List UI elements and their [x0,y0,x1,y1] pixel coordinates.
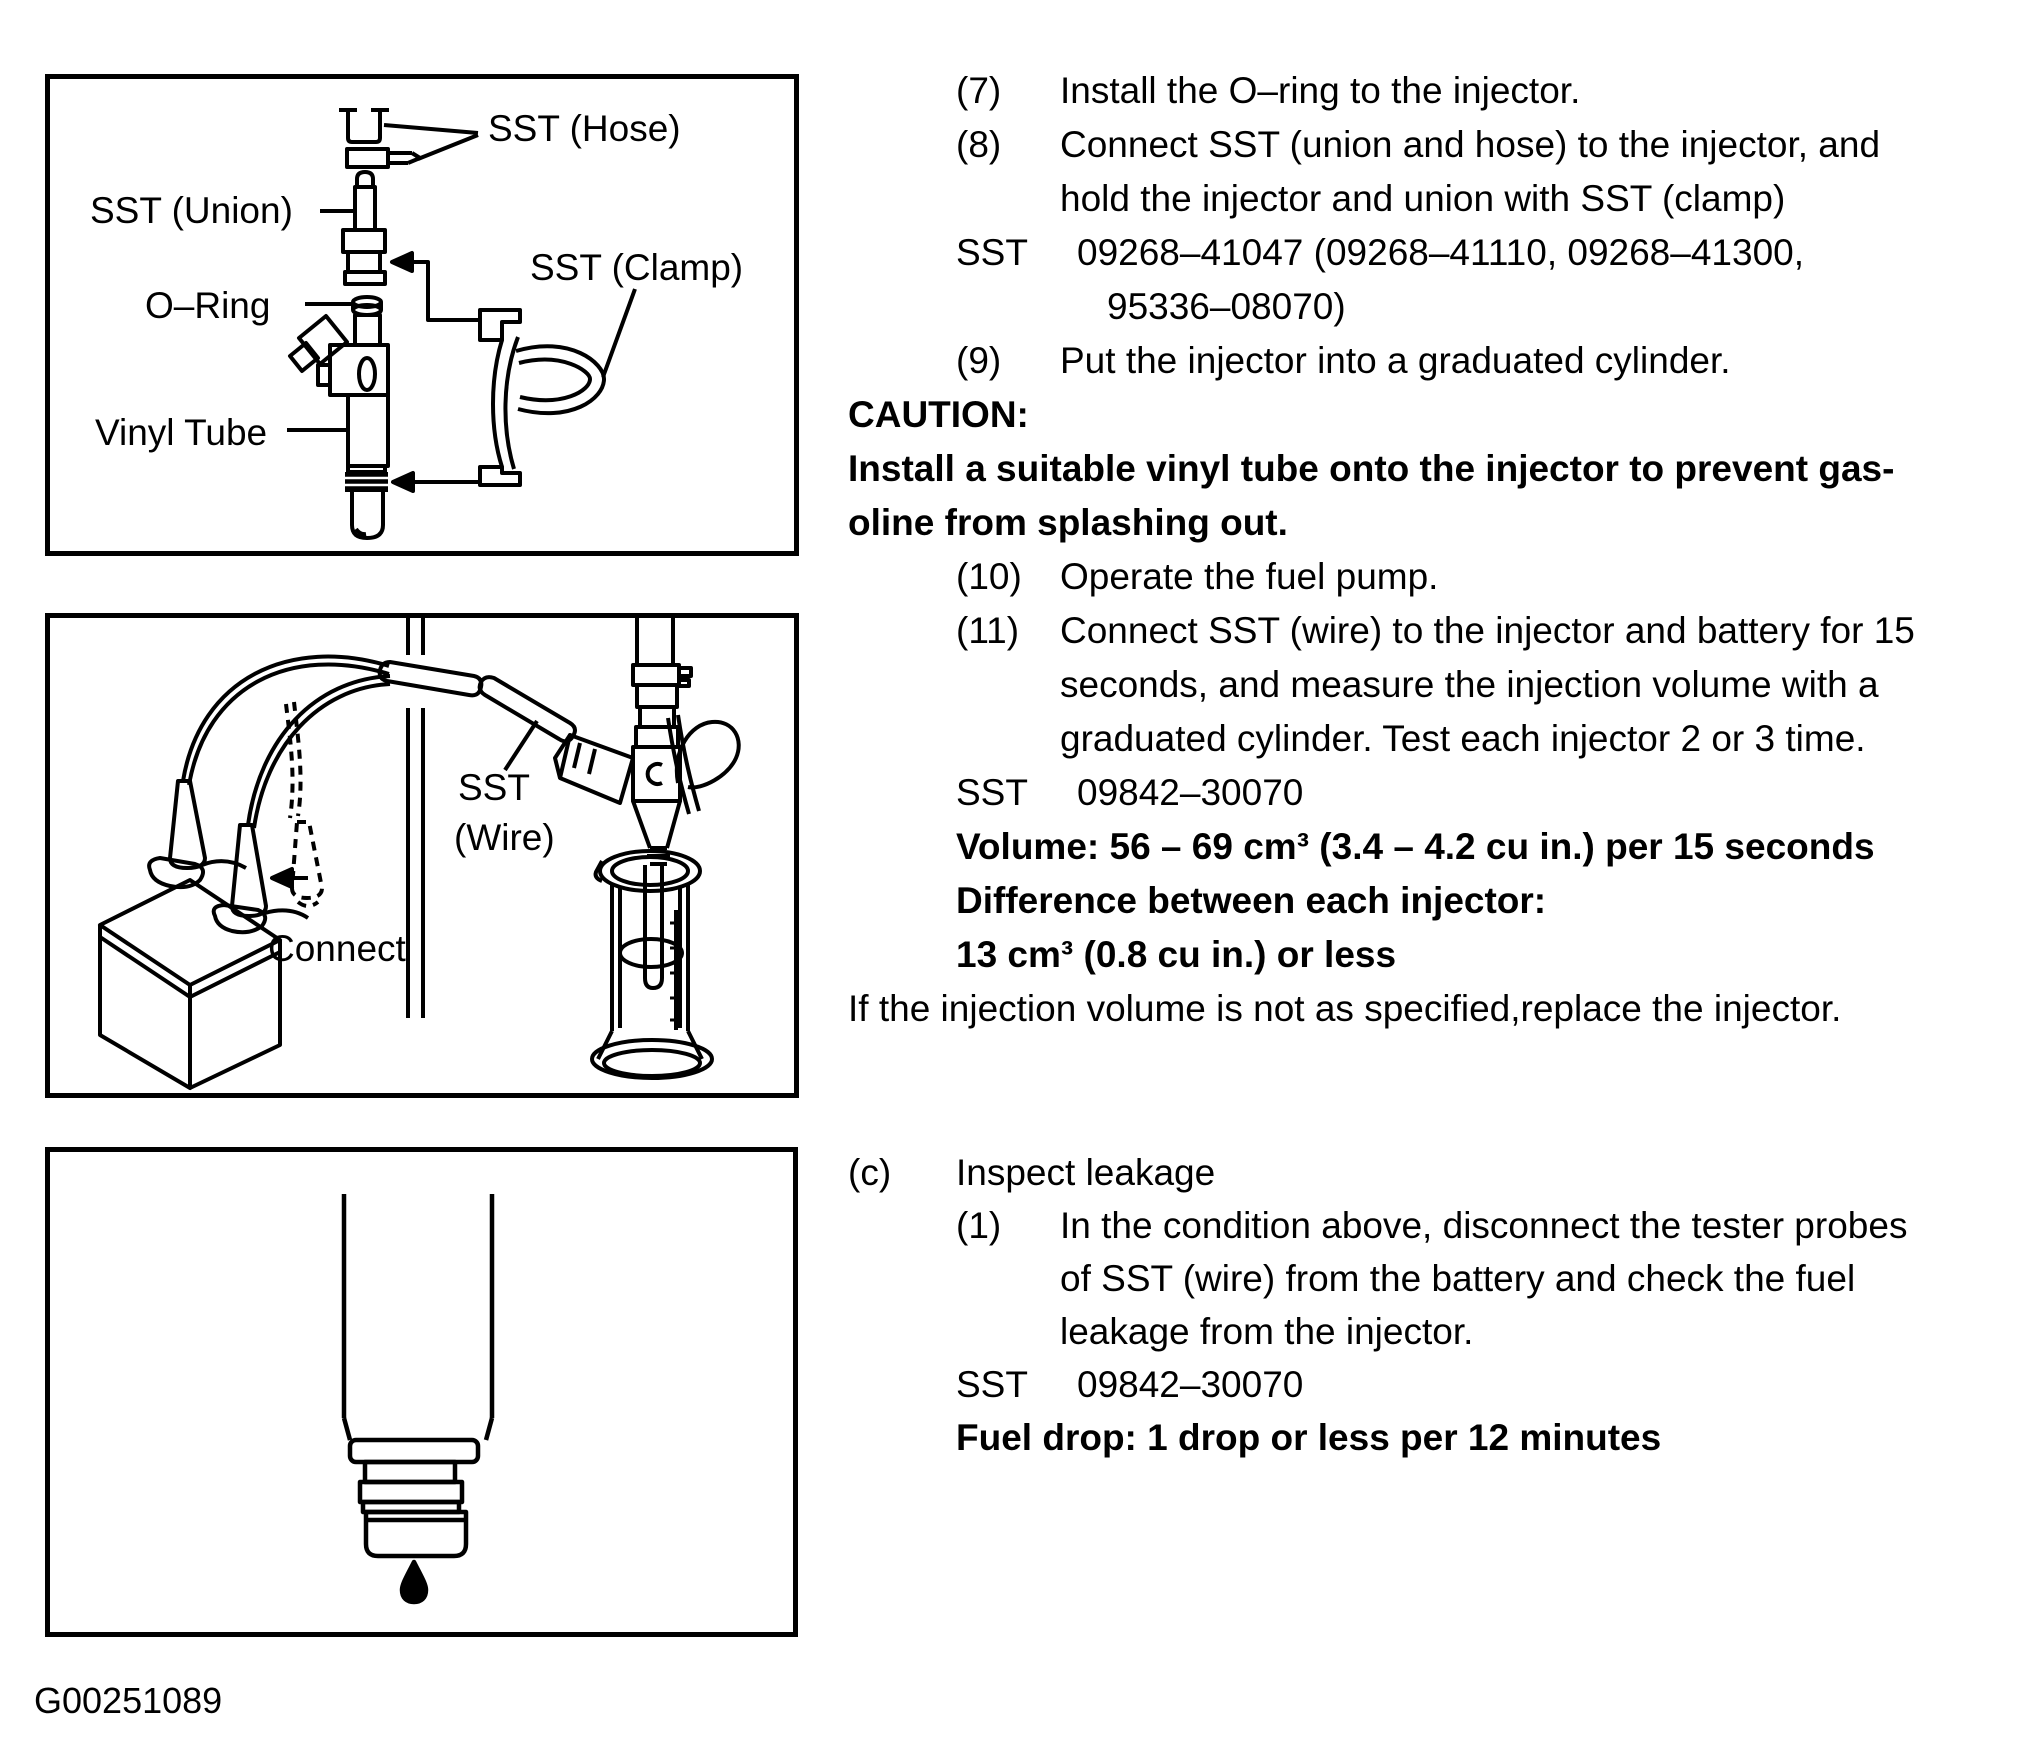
text-line-content: Fuel drop: 1 drop or less per 12 minutes [956,1417,1662,1458]
text-line [848,820,2027,874]
text-line [848,226,2027,280]
text-line [848,442,2027,496]
text-line-content: In the condition above, disconnect the tester probes [1060,1205,1908,1246]
o-ring-drawing [353,297,381,315]
list-marker: (7) [956,70,1002,111]
text-line-content: graduated cylinder. Test each injector 2 or 3 time. [1060,718,1866,759]
text-line-content: oline from splashing out. [848,502,1288,543]
injector-drawing [290,315,388,538]
text-line-content: Install a suitable vinyl tube onto the injector to prevent gas- [848,448,1895,489]
label-sst-hose: SST (Hose) [488,108,681,149]
injector-tip-drawing [344,1194,492,1556]
list-marker: (c) [848,1152,892,1193]
text-line [848,550,2027,604]
text-line [848,1411,2027,1464]
label-vinyl-tube: Vinyl Tube [95,412,268,453]
text-line [848,928,2027,982]
label-sst-union: SST (Union) [90,190,293,231]
text-line [848,1252,2027,1305]
instructions-section-1 [848,64,2027,1036]
list-marker: (10) [956,556,1022,597]
text-line [848,604,2027,658]
text-line [848,712,2027,766]
text-line-content: Difference between each injector: [956,880,1547,921]
text-line [848,118,2027,172]
text-line-content: Connect SST (wire) to the injector and battery for 15 [1060,610,1915,651]
text-line [848,64,2027,118]
figure-code: G00251089 [34,1680,223,1721]
graduated-cylinder-drawing [592,851,712,1078]
diagram-leakage-check [45,1147,798,1637]
text-line [848,658,2027,712]
text-line [848,280,2027,334]
text-line-content: seconds, and measure the injection volume with a [1060,664,1879,705]
leakage-drawing [50,1152,793,1632]
volume-test-drawing [50,618,794,1093]
clamp-to-tube-arrow-icon [393,473,478,491]
text-line-content: Operate the fuel pump. [1060,556,1439,597]
text-line [848,388,2027,442]
text-line-content: hold the injector and union with SST (clamp) [1060,178,1786,219]
instructions-section-2 [848,1146,2027,1464]
text-line [848,766,2027,820]
clamp-to-union-arrow-icon [392,253,478,320]
text-line-content: 95336–08070) [1107,286,1346,327]
clamp-leader-line [603,289,635,377]
text-line-content: Inspect leakage [956,1152,1216,1193]
list-marker: SST [956,1364,1028,1405]
text-line [848,1199,2027,1252]
fuel-drop-icon [402,1562,426,1602]
label-connect: Connect [268,928,406,969]
list-marker: (11) [956,610,1020,651]
label-sst-clamp: SST (Clamp) [530,247,744,288]
sst-clamp-drawing [480,310,604,485]
text-line-content: 09842–30070 [1077,1364,1304,1405]
text-line [848,874,2027,928]
diagram-injector-sst-assembly [45,74,799,556]
list-marker: (9) [956,340,1002,381]
diagram-injection-volume-test [45,613,799,1098]
text-line-content: CAUTION: [848,394,1029,435]
injector-in-test-drawing [555,618,739,988]
connect-arrow-icon [272,869,308,887]
text-line-content: of SST (wire) from the battery and check the fuel [1060,1258,1856,1299]
text-line-content: 09842–30070 [1077,772,1304,813]
stand-drawing [408,618,423,1018]
text-line [848,1358,2027,1411]
text-line [848,982,2027,1036]
label-wire: (Wire) [454,817,555,858]
list-marker: SST [956,232,1028,273]
text-line-content: Volume: 56 – 69 cm³ (3.4 – 4.2 cu in.) per 15 seconds [956,826,1875,867]
text-line-content: 13 cm³ (0.8 cu in.) or less [956,934,1397,975]
text-line-content: Install the O–ring to the injector. [1060,70,1581,111]
text-line-content: If the injection volume is not as specified,replace the injector. [848,988,1842,1029]
list-marker: SST [956,772,1028,813]
list-marker: (1) [956,1205,1002,1246]
text-line [848,1146,2027,1199]
label-sst: SST [458,767,530,808]
text-line-content: 09268–41047 (09268–41110, 09268–41300, [1077,232,1805,273]
tester-probes-drawing [149,781,308,932]
sst-hose-drawing [339,110,420,167]
text-line-content: Connect SST (union and hose) to the injector, and [1060,124,1881,165]
text-line [848,334,2027,388]
text-line [848,1305,2027,1358]
wire-leader-line [505,721,537,770]
text-line-content: leakage from the injector. [1060,1311,1474,1352]
text-line [848,496,2027,550]
text-line [848,172,2027,226]
label-o-ring: O–Ring [145,285,271,326]
text-line-content: Put the injector into a graduated cylinder. [1060,340,1731,381]
sst-union-drawing [343,172,385,284]
list-marker: (8) [956,124,1002,165]
